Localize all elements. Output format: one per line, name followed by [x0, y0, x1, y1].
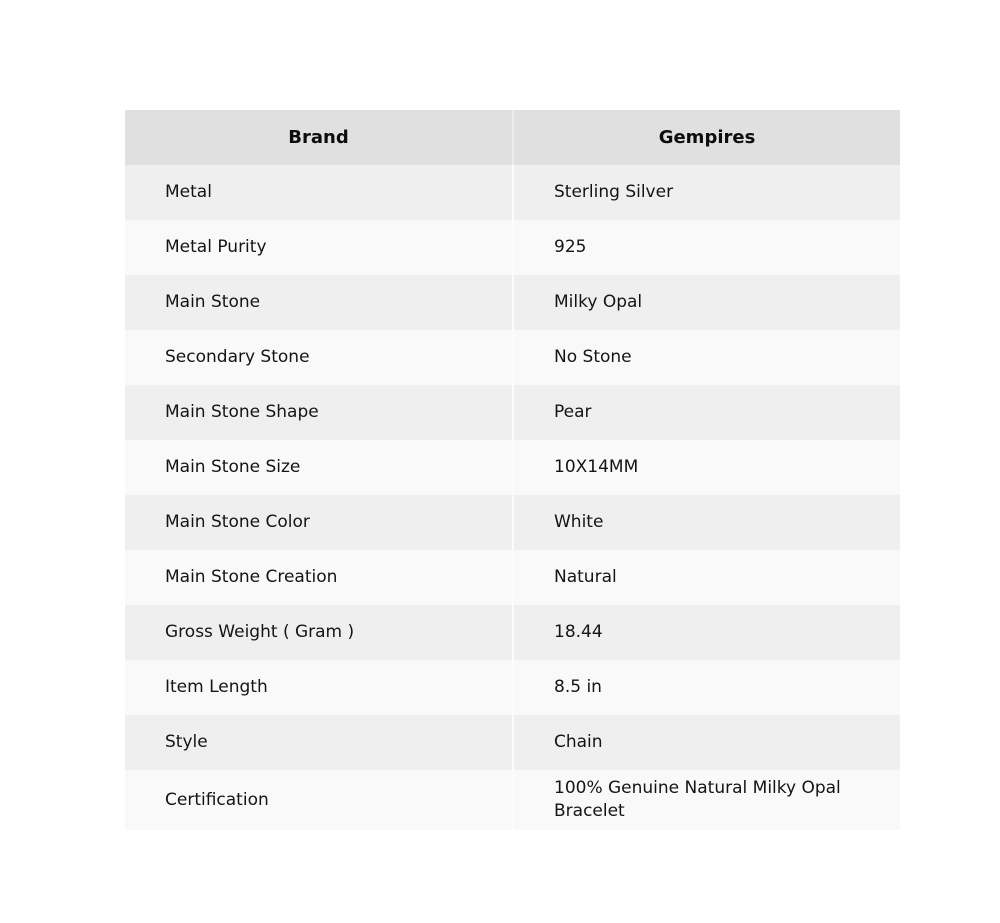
spec-label-cell: [125, 660, 513, 715]
spec-value: White: [554, 512, 604, 532]
spec-value-cell: [513, 715, 900, 770]
spec-label: Main Stone Creation: [165, 567, 338, 587]
spec-label-cell: [125, 220, 513, 275]
spec-value: Natural: [554, 567, 617, 587]
table-header-row: [125, 110, 900, 165]
spec-value: Sterling Silver: [554, 182, 674, 202]
table-row: [125, 220, 900, 275]
table-row: [125, 440, 900, 495]
spec-value: 8.5 in: [554, 677, 602, 697]
spec-label: Main Stone Size: [165, 457, 301, 477]
table-row: [125, 385, 900, 440]
spec-value-cell: [513, 550, 900, 605]
spec-value-cell: [513, 770, 900, 830]
table-row: [125, 550, 900, 605]
table-row: [125, 715, 900, 770]
spec-label-cell: [125, 550, 513, 605]
spec-label-cell: [125, 440, 513, 495]
spec-value: 100% Genuine Natural Milky Opal Bracelet: [554, 778, 841, 821]
spec-value: 10X14MM: [554, 457, 639, 477]
spec-label: Certification: [165, 789, 269, 810]
table-row: [125, 770, 900, 830]
spec-label: Secondary Stone: [165, 347, 310, 367]
spec-label-cell: [125, 385, 513, 440]
spec-value-cell: [513, 275, 900, 330]
spec-label-cell: [125, 330, 513, 385]
spec-label: Style: [165, 732, 208, 752]
spec-value-cell: [513, 495, 900, 550]
spec-value-cell: [513, 660, 900, 715]
spec-value-cell: [513, 440, 900, 495]
table-row: [125, 605, 900, 660]
table-header-gempires: Gempires: [513, 110, 900, 165]
table-row: [125, 165, 900, 220]
spec-value-cell: [513, 220, 900, 275]
spec-label-cell: [125, 165, 513, 220]
table-body: [125, 165, 900, 830]
spec-label-cell: [125, 715, 513, 770]
table-row: [125, 330, 900, 385]
spec-value: Pear: [554, 402, 592, 422]
spec-label: Item Length: [165, 677, 268, 697]
table-header-brand: Brand: [125, 110, 513, 165]
spec-value: 18.44: [554, 622, 603, 642]
spec-label: Metal: [165, 182, 212, 202]
table-header: [125, 110, 900, 165]
spec-label: Gross Weight ( Gram ): [165, 622, 355, 642]
spec-label-cell: [125, 495, 513, 550]
spec-value-cell: [513, 330, 900, 385]
spec-label: Main Stone Color: [165, 512, 310, 532]
spec-label: Main Stone: [165, 292, 261, 312]
spec-value-cell: [513, 385, 900, 440]
spec-label: Metal Purity: [165, 237, 267, 257]
spec-value-cell: [513, 605, 900, 660]
product-specs-container: [125, 110, 900, 830]
spec-value-cell: [513, 165, 900, 220]
spec-label: Main Stone Shape: [165, 402, 319, 422]
table-row: [125, 660, 900, 715]
spec-label-cell: [125, 275, 513, 330]
product-specs-table: [125, 110, 900, 830]
spec-value: No Stone: [554, 347, 632, 367]
spec-value: Milky Opal: [554, 292, 643, 312]
spec-value: Chain: [554, 732, 603, 752]
spec-label-cell: [125, 605, 513, 660]
spec-label-cell: [125, 770, 513, 830]
spec-value: 925: [554, 237, 587, 257]
table-row: [125, 275, 900, 330]
table-row: [125, 495, 900, 550]
